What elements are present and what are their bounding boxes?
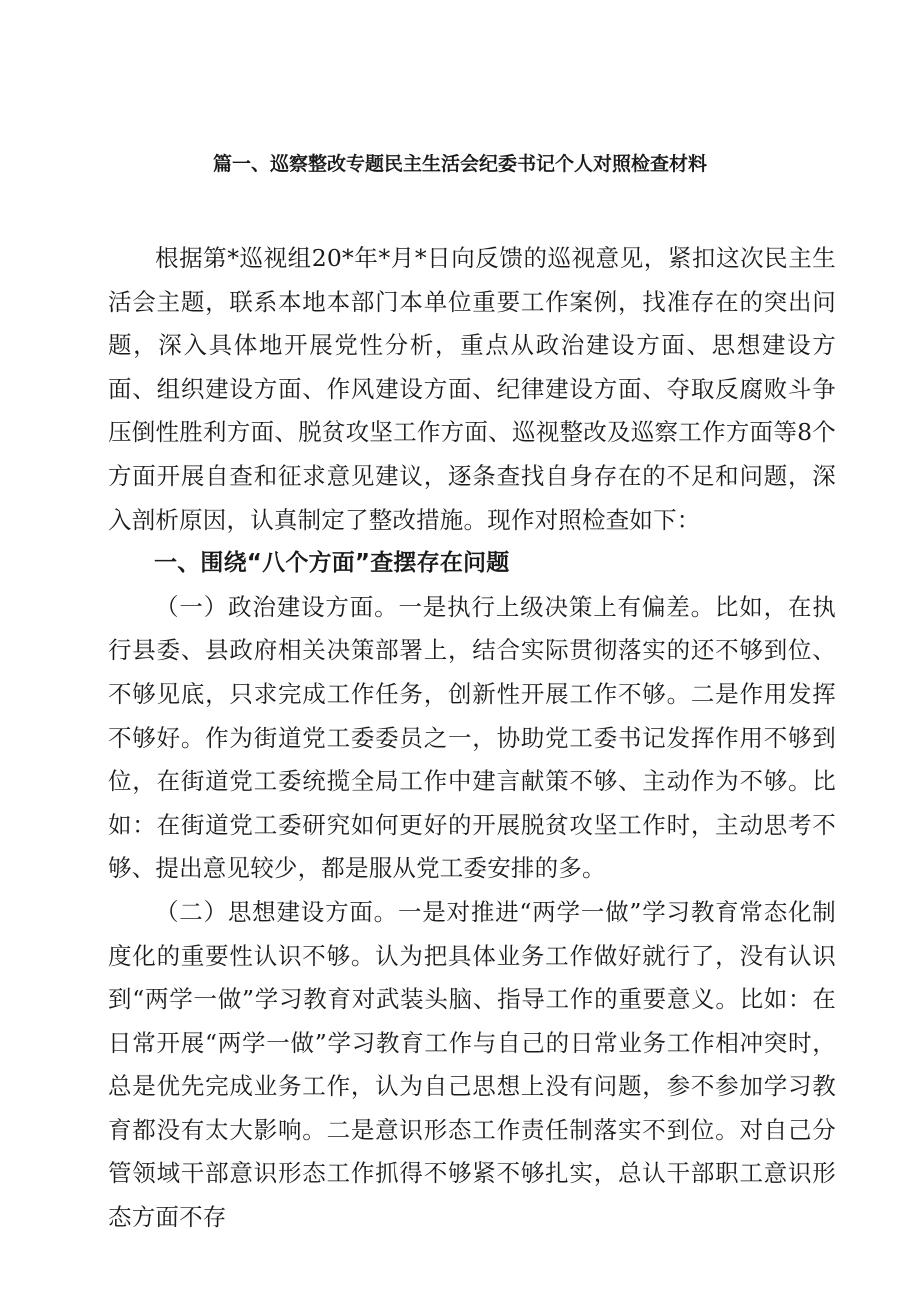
document-title: 篇一、巡察整改专题民主生活会纪委书记个人对照检查材料 — [212, 153, 707, 175]
document-body — [108, 237, 836, 1240]
section-heading: 一、围绕“八个方面”查摆存在问题 — [154, 550, 510, 577]
political-building-paragraph: （一）政治建设方面。一是执行上级决策上有偏差。比如，在执行县委、县政府相关决策部署上，结合实际贯彻落实的还不够到位、不够见底，只求完成工作任务，创新性开展工作不够。二是作用发挥不够好。作为街道党工委委员之一，协助党工委书记发挥作用不够到位，在街道党工委统揽全局工作中建言献策不够、主动作为不够。比如：在街道党工委研究如何更好的开展脱贫攻坚工作时，主动思考不够、提出意见较少，都是服从党工委安排的多。 — [108, 592, 836, 883]
intro-paragraph: 根据第*巡视组20*年*月*日向反馈的巡视意见，紧扣这次民主生活会主题，联系本地本部门本单位重要工作案例，找准存在的突出问题，深入具体地开展党性分析，重点从政治建设方面、思想建设方面、组织建设方面、作风建设方面、纪律建设方面、夺取反腐败斗争压倒性胜利方面、脱贫攻坚工作方面、巡视整改及巡察工作方面等8个方面开展自查和征求意见建议，逐条查找自身存在的不足和问题，深入剖析原因，认真制定了整改措施。现作对照检查如下： — [108, 244, 836, 534]
ideological-building-paragraph: （二）思想建设方面。一是对推进“两学一做”学习教育常态化制度化的重要性认识不够。认为把具体业务工作做好就行了，没有认识到“两学一做”学习教育对武装头脑、指导工作的重要意义。比如：在日常开展“两学一做”学习教育工作与自己的日常业务工作相冲突时，总是优先完成业务工作，认为自己思想上没有问题，参不参加学习教育都没有太大影响。二是意识形态工作责任制落实不到位。对自己分管领域干部意识形态工作抓得不够紧不够扎实，总认干部职工意识形态方面不存 — [108, 897, 836, 1232]
